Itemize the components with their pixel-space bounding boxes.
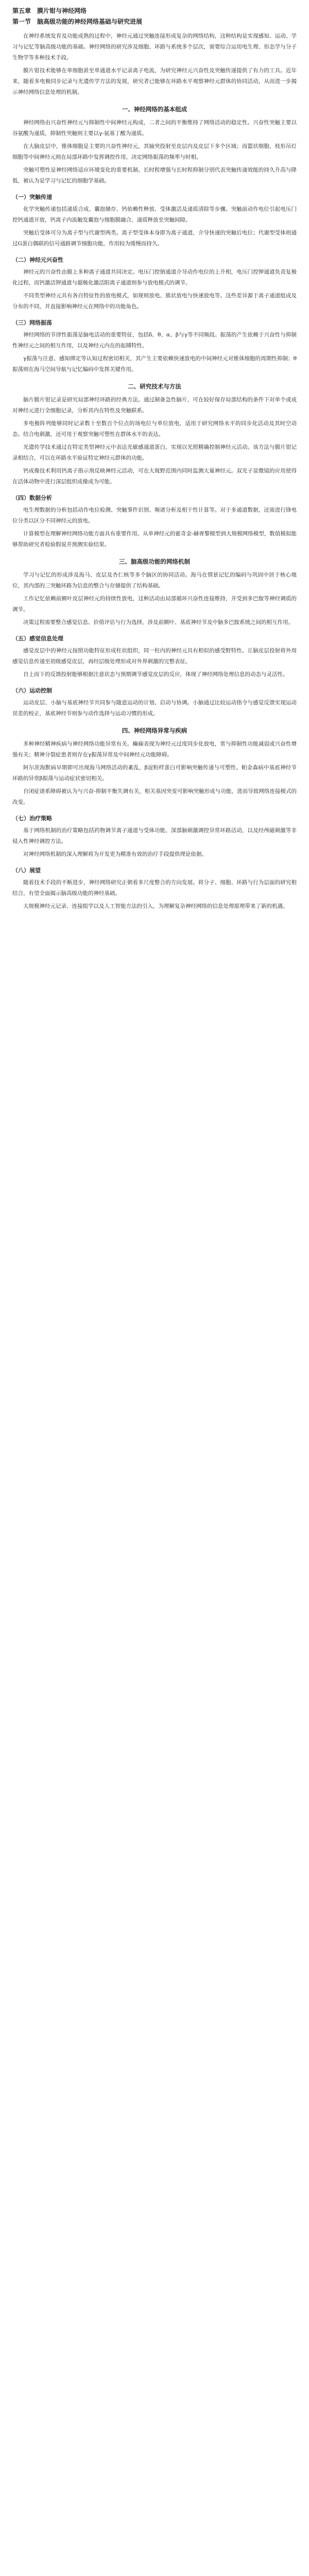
paragraph: 多电极阵列能够同时记录数十至数百个位点的场电位与单位放电，适用于研究网络水平的同步化活动及其时空动态。结合电刺激，还可用于观察突触可塑性在群体水平的表达。 <box>12 420 297 437</box>
paragraph: 突触可塑性是神经网络适应环境变化的重要机制。长时程增强与长时程抑制分别代表突触传递效能的持久升高与降低，被认为是学习与记忆的细胞学基础。 <box>12 167 297 184</box>
section-title: 第一节 脑高级功能的神经网络基础与研究进展 <box>12 18 143 25</box>
subsection-1 <box>12 204 297 249</box>
paragraph: 膜片钳技术能够在单细胞甚至单通道水平记录离子电流，为研究神经元兴奋性及突触传递提供了有力的工具。近年来，随着多电极同步记录与光遗传学方法的发展，研究者已能够在环路水平观察神经元群体的协同活动，从而进一步揭示神经网络信息处理的机制。 <box>12 67 297 95</box>
heading-level-4: （八）展望 <box>12 867 41 874</box>
heading-level-3: 二、研究技术与方法 <box>128 383 181 390</box>
heading-level-4: （二）神经元兴奋性 <box>12 257 63 263</box>
paragraph: 电生理数据的分析包括动作电位检测、突触事件识别、频谱分析及相干性计算等。对于多通道数据，还需进行锋电位分类以区分不同神经元的放电。 <box>12 507 297 524</box>
subsection-5 <box>12 646 297 680</box>
paragraph: 在大脑皮层中，锥体细胞是主要的兴奋性神经元，其轴突投射至皮层内及皮层下多个区域；而篮状细胞、枝形吊灯细胞等中间神经元则在局部环路中发挥调控作用，决定网络振荡的频率与时相。 <box>12 143 297 160</box>
section-b <box>12 395 297 487</box>
paragraph: 神经网络由兴奋性神经元与抑制性中间神经元构成，二者之间的平衡维持了网络活动的稳定性。兴奋性突触主要以谷氨酸为递质，抑制性突触则主要以γ-氨基丁酸为递质。 <box>12 120 297 137</box>
section-d <box>12 739 297 808</box>
paragraph: 计算模型在理解神经网络功能方面具有重要作用。从单神经元的霍奇金-赫胥黎模型到大规模网络模型，数值模拟能够帮助研究者检验假说并预测实验结果。 <box>12 531 297 548</box>
heading-level-3: 四、神经网络异常与疾病 <box>122 727 187 734</box>
paragraph: 突触后受体可分为离子型与代谢型两类。离子型受体本身即为离子通道，介导快速的突触后电位；代谢型受体则通过G蛋白偶联的信号通路调节细胞功能，作用较为缓慢而持久。 <box>12 230 297 247</box>
paragraph: 对神经网络机制的深入理解将为开发更为精准有效的治疗手段提供理论依据。 <box>23 851 207 857</box>
subsection-4 <box>12 505 297 550</box>
paragraph: 大规模神经元记录、连接组学以及人工智能方法的引入，为理解复杂神经网络的信息处理原理带来了新的机遇。 <box>23 903 288 909</box>
paragraph: 化学突触传递包括递质合成、囊泡储存、钙依赖性释放、受体激活及递质清除等步骤。突触前动作电位引起电压门控钙通道开放，钙离子内流触发囊泡与细胞膜融合，递质释放至突触间隙。 <box>12 206 297 223</box>
paragraph: 神经元的兴奋性由膜上多种离子通道共同决定。电压门控钠通道介导动作电位的上升相，电压门控钾通道负责复极化过程，而钙激活钾通道与超极化激活阳离子通道则参与放电模式的调节。 <box>12 269 297 286</box>
paragraph: 神经网络的节律性振荡是脑电活动的重要特征，包括δ、θ、α、β与γ等不同频段。振荡的产生依赖于兴奋性与抑制性神经元之间的相互作用，以及神经元内在的起搏特性。 <box>12 332 297 349</box>
subsection-3 <box>12 330 297 375</box>
intro-block <box>12 31 297 98</box>
heading-level-4: （五）感觉信息处理 <box>12 635 63 642</box>
paragraph: 钙成像技术利用钙离子指示剂反映神经元活动，可在大视野范围内同时监测大量神经元。双光子显微镜的应用使得在活体动物中进行深层组织成像成为可能。 <box>12 468 297 485</box>
heading-level-4: （七）治疗策略 <box>12 815 52 822</box>
paragraph: 工作记忆依赖前额叶皮层神经元的持续性放电，这种活动由局部循环兴奋性连接维持，并受到多巴胺等神经调质的调节。 <box>12 596 297 613</box>
heading-level-3: 一、神经网络的基本组成 <box>122 106 187 113</box>
paragraph: 基于网络机制的治疗策略包括药物调节离子通道与受体功能、深部脑刺激调控异常环路活动，以及经颅磁刺激等非侵入性神经调控方法。 <box>12 827 297 844</box>
heading-level-4: （四）数据分析 <box>12 495 52 501</box>
subsection-6 <box>12 698 297 719</box>
paragraph: 脑片膜片钳记录是研究局部神经环路的经典方法。通过制备急性脑片，可在较好保存局部结构的条件下对单个或成对神经元进行全细胞记录，分析其内在特性及突触联系。 <box>12 397 297 414</box>
heading-level-4: （三）网络振荡 <box>12 319 52 326</box>
heading-level-4: （六）运动控制 <box>12 687 52 694</box>
paragraph: 学习与记忆的形成涉及海马、皮层及杏仁核等多个脑区的协同活动。海马在情景记忆的编码与巩固中居于核心地位，其内部的三突触环路为信息的整合与存储提供了结构基础。 <box>12 572 297 589</box>
paragraph: 自闭症谱系障碍被认为与兴奋-抑制平衡失调有关，相关基因突变可影响突触形成与功能，进而导致网络连接模式的改变。 <box>12 788 297 805</box>
paragraph: 决策过程需要整合感觉信息、价值评估与行为选择，涉及前额叶、基底神经节及中脑多巴胺系统之间的相互作用。 <box>23 619 294 625</box>
subsection-8 <box>12 877 297 912</box>
paragraph: γ振荡与注意、感知绑定等认知过程密切相关，其产生主要依赖快速放电的中间神经元对锥体细胞的周期性抑制；θ振荡则在海马空间导航与记忆编码中发挥关键作用。 <box>12 355 297 372</box>
subsection-7 <box>12 825 297 860</box>
section-a <box>12 117 297 187</box>
paragraph: 随着技术手段的不断进步，神经网络研究正朝着多尺度整合的方向发展。将分子、细胞、环路与行为层面的研究相结合，有望全面揭示脑高级功能的神经基础。 <box>12 879 297 896</box>
paragraph: 阿尔茨海默病早期即可出现海马网络活动的紊乱，β淀粉样蛋白可影响突触传递与可塑性。帕金森病中基底神经节环路的异常β振荡与运动症状密切相关。 <box>12 765 297 782</box>
heading-level-3: 三、脑高级功能的网络机制 <box>119 558 190 565</box>
heading-level-4: （一）突触传递 <box>12 194 52 200</box>
paragraph: 运动皮层、小脑与基底神经节共同参与随意运动的计划、启动与协调。小脑通过比较运动指令与感觉反馈实现运动误差的校正，基底神经节则参与动作选择与运动习惯的形成。 <box>12 700 297 717</box>
chapter-title: 第五章 膜片钳与神经网络 <box>12 7 87 14</box>
paragraph: 自上而下的反馈投射能够根据注意状态与预期调节感觉皮层的反应，体现了神经网络处理信息的动态与灵活性。 <box>23 671 288 677</box>
document-page <box>0 0 309 917</box>
paragraph: 在神经系统发育及功能成熟的过程中，神经元通过突触连接形成复杂的网络结构，这种结构是实现感知、运动、学习与记忆等脑高级功能的基础。神经网络的研究涉及细胞、环路与系统多个层次，需要综合运用电生理、形态学与分子生物学等多种技术手段。 <box>12 33 297 61</box>
paragraph: 不同类型神经元具有各自特征性的放电模式，如规则放电、簇状放电与快速放电等。这些差异源于离子通道组成及分布的不同，并直接影响神经元在网络中的功能角色。 <box>12 293 297 310</box>
paragraph: 感觉皮层中的神经元按照功能特征形成柱状组织，同一柱内的神经元具有相似的感受野特性。丘脑皮层投射将外周感觉信息传递至初级感觉皮层，再经层级处理形成对外界刺激的完整表征。 <box>12 648 297 665</box>
section-c <box>12 570 297 628</box>
subsection-2 <box>12 267 297 312</box>
paragraph: 多种神经精神疾病与神经网络功能异常有关。癫痫表现为神经元过度同步化放电，常与抑制性功能减弱或兴奋性增强有关；精神分裂症患者则存在γ振荡异常及中间神经元功能障碍。 <box>12 741 297 758</box>
paragraph: 光遗传学技术通过在特定类型神经元中表达光敏感通道蛋白，实现以光照精确控制神经元活动。该方法与膜片钳记录相结合，可以在环路水平验证特定神经元群体的功能。 <box>12 444 297 461</box>
